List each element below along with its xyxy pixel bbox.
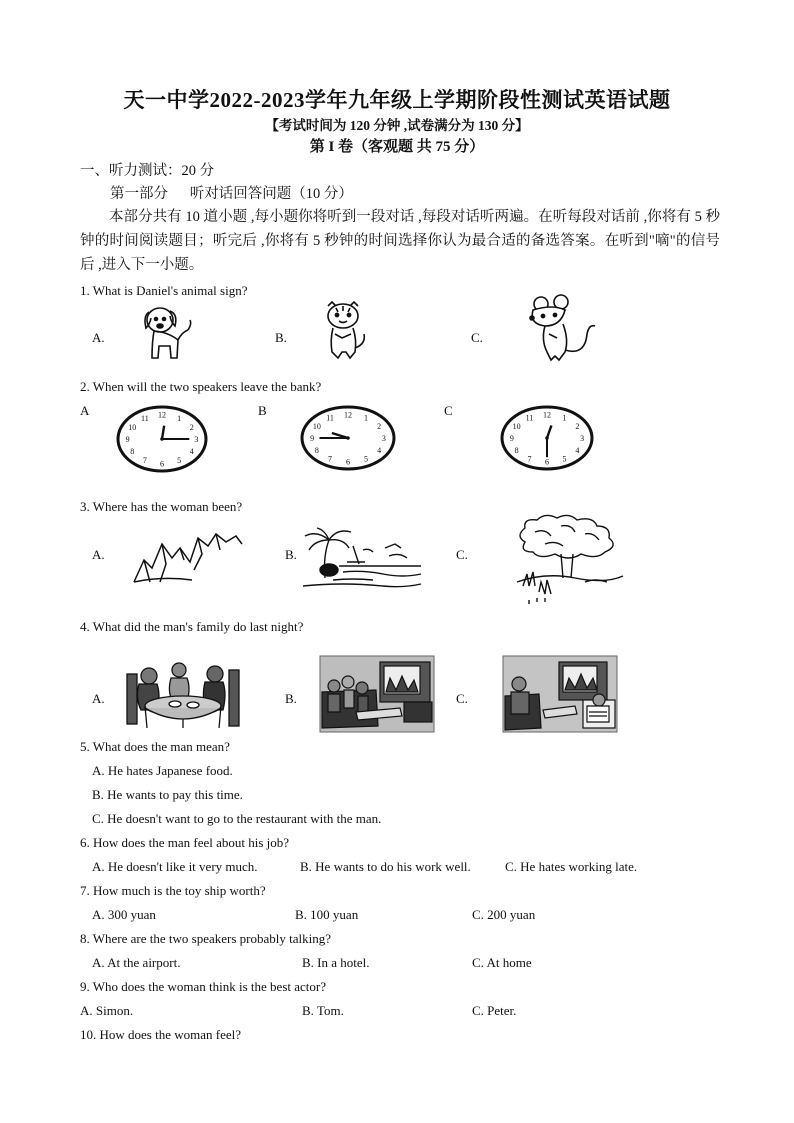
q2-option-c[interactable]: C [444, 403, 453, 418]
volume-heading: 第 I 卷（客观题 共 75 分） [309, 139, 485, 155]
question-9: 9. Who does the woman think is the best actor? [80, 979, 326, 994]
q4-option-c[interactable]: C. [456, 691, 468, 706]
clock-number: 3 [194, 435, 199, 444]
instructions: 本部分共有 10 道小题 ,每小题你将听到一段对话 ,每段对话听两遍。在听每段对话前 ,你将有 5 秒钟的时间阅读题目；听完后 ,你将有 5 秒钟的时间选择你认为最合适的备选答案。在听到"嘀"的信号后 ,进入下一小题。 [80, 209, 720, 273]
q1-option-b[interactable]: B. [275, 330, 287, 345]
listening-heading: 一、听力测试：20 分 [80, 163, 215, 179]
question-4: 4. What did the man's family do last night? [80, 619, 304, 634]
q3-option-b[interactable]: B. [285, 547, 297, 562]
clock-number: 4 [575, 445, 580, 455]
dog-picture [140, 302, 195, 364]
clock-number: 9 [125, 435, 130, 444]
clock-number: 6 [160, 459, 164, 469]
clock-number: 3 [580, 434, 585, 443]
family-dinner-picture [125, 658, 243, 730]
clock-number: 7 [328, 454, 333, 464]
q6-option-c[interactable]: C. He hates working late. [505, 859, 638, 874]
q4-option-a[interactable]: A. [92, 691, 105, 706]
clock-center [545, 436, 549, 440]
clock-number: 3 [381, 434, 386, 443]
q8-option-c[interactable]: C. At home [472, 955, 532, 970]
clock-number: 1 [177, 413, 182, 423]
family-tv-picture [320, 656, 434, 732]
q3-option-c[interactable]: C. [456, 547, 468, 562]
clock-c [500, 405, 594, 471]
clock-number: 11 [326, 413, 334, 423]
question-7: 7. How much is the toy ship worth? [80, 883, 266, 898]
q2-option-a[interactable]: A [80, 403, 90, 418]
beach-picture [303, 526, 421, 590]
clock-number: 11 [525, 413, 534, 423]
q7-option-c[interactable]: C. 200 yuan [472, 907, 536, 922]
question-3: 3. Where has the woman been? [80, 499, 243, 514]
q5-option-b[interactable]: B. He wants to pay this time. [92, 787, 243, 802]
q9-option-c[interactable]: C. Peter. [472, 1003, 517, 1018]
clock-number: 5 [363, 454, 368, 464]
question-10: 10. How does the woman feel? [80, 1027, 242, 1042]
page-title: 天一中学2022-2023学年九年级上学期阶段性测试英语试题 [123, 88, 671, 112]
clock-number: 10 [312, 422, 321, 432]
clock-number: 8 [514, 445, 519, 455]
q7-option-a[interactable]: A. 300 yuan [92, 907, 156, 922]
mouse-picture [525, 294, 597, 366]
clock-a [116, 405, 208, 473]
q1-option-a[interactable]: A. [92, 330, 105, 345]
clock-number: 9 [509, 434, 514, 443]
clock-number: 10 [128, 422, 137, 432]
q9-option-b[interactable]: B. Tom. [302, 1003, 344, 1018]
clock-number: 10 [512, 422, 521, 432]
forest-picture [515, 512, 625, 604]
clock-number: 5 [562, 454, 567, 464]
clock-number: 7 [142, 456, 147, 466]
clock-center [346, 436, 350, 440]
tv-cooking-picture [503, 656, 617, 732]
q8-option-a[interactable]: A. At the airport. [92, 955, 181, 970]
clock-number: 1 [562, 413, 567, 423]
question-1: 1. What is Daniel's animal sign? [80, 283, 248, 298]
q9-option-a[interactable]: A. Simon. [80, 1003, 134, 1018]
clock-number: 8 [130, 447, 135, 457]
clock-number: 12 [543, 410, 551, 420]
clock-number: 2 [377, 422, 382, 432]
clock-number: 2 [575, 422, 580, 432]
q3-option-a[interactable]: A. [92, 547, 105, 562]
clock-number: 1 [363, 413, 368, 423]
q6-option-a[interactable]: A. He doesn't like it very much. [92, 859, 258, 874]
q8-option-b[interactable]: B. In a hotel. [302, 955, 370, 970]
clock-number: 7 [527, 454, 532, 464]
clock-number: 5 [177, 456, 182, 466]
part-heading: 第一部分 听对话回答问题（10 分） [110, 186, 353, 202]
clock-number: 8 [314, 445, 319, 455]
clock-center [160, 437, 164, 441]
mountains-picture [132, 524, 244, 586]
clock-number: 6 [545, 457, 549, 467]
q1-option-c[interactable]: C. [471, 330, 483, 345]
clock-number: 2 [189, 422, 194, 432]
q5-option-c[interactable]: C. He doesn't want to go to the restaurant with the man. [92, 811, 382, 826]
q4-option-b[interactable]: B. [285, 691, 297, 706]
q5-option-a[interactable]: A. He hates Japanese food. [92, 763, 233, 778]
question-6: 6. How does the man feel about his job? [80, 835, 290, 850]
exam-info: 【考试时间为 120 分钟 ,试卷满分为 130 分】 [265, 118, 529, 133]
clock-number: 12 [344, 410, 352, 420]
question-5: 5. What does the man mean? [80, 739, 230, 754]
clock-number: 4 [377, 445, 382, 455]
clock-number: 4 [189, 447, 194, 457]
clock-number: 11 [140, 413, 149, 423]
q6-option-b[interactable]: B. He wants to do his work well. [300, 859, 471, 874]
clock-number: 6 [346, 457, 350, 467]
q7-option-b[interactable]: B. 100 yuan [295, 907, 359, 922]
clock-number: 12 [158, 410, 166, 420]
question-2: 2. When will the two speakers leave the bank? [80, 379, 322, 394]
clock-b [300, 405, 396, 471]
question-8: 8. Where are the two speakers probably talking? [80, 931, 331, 946]
q2-option-b[interactable]: B [258, 403, 267, 418]
tiger-picture [320, 300, 370, 362]
clock-number: 9 [310, 434, 315, 443]
